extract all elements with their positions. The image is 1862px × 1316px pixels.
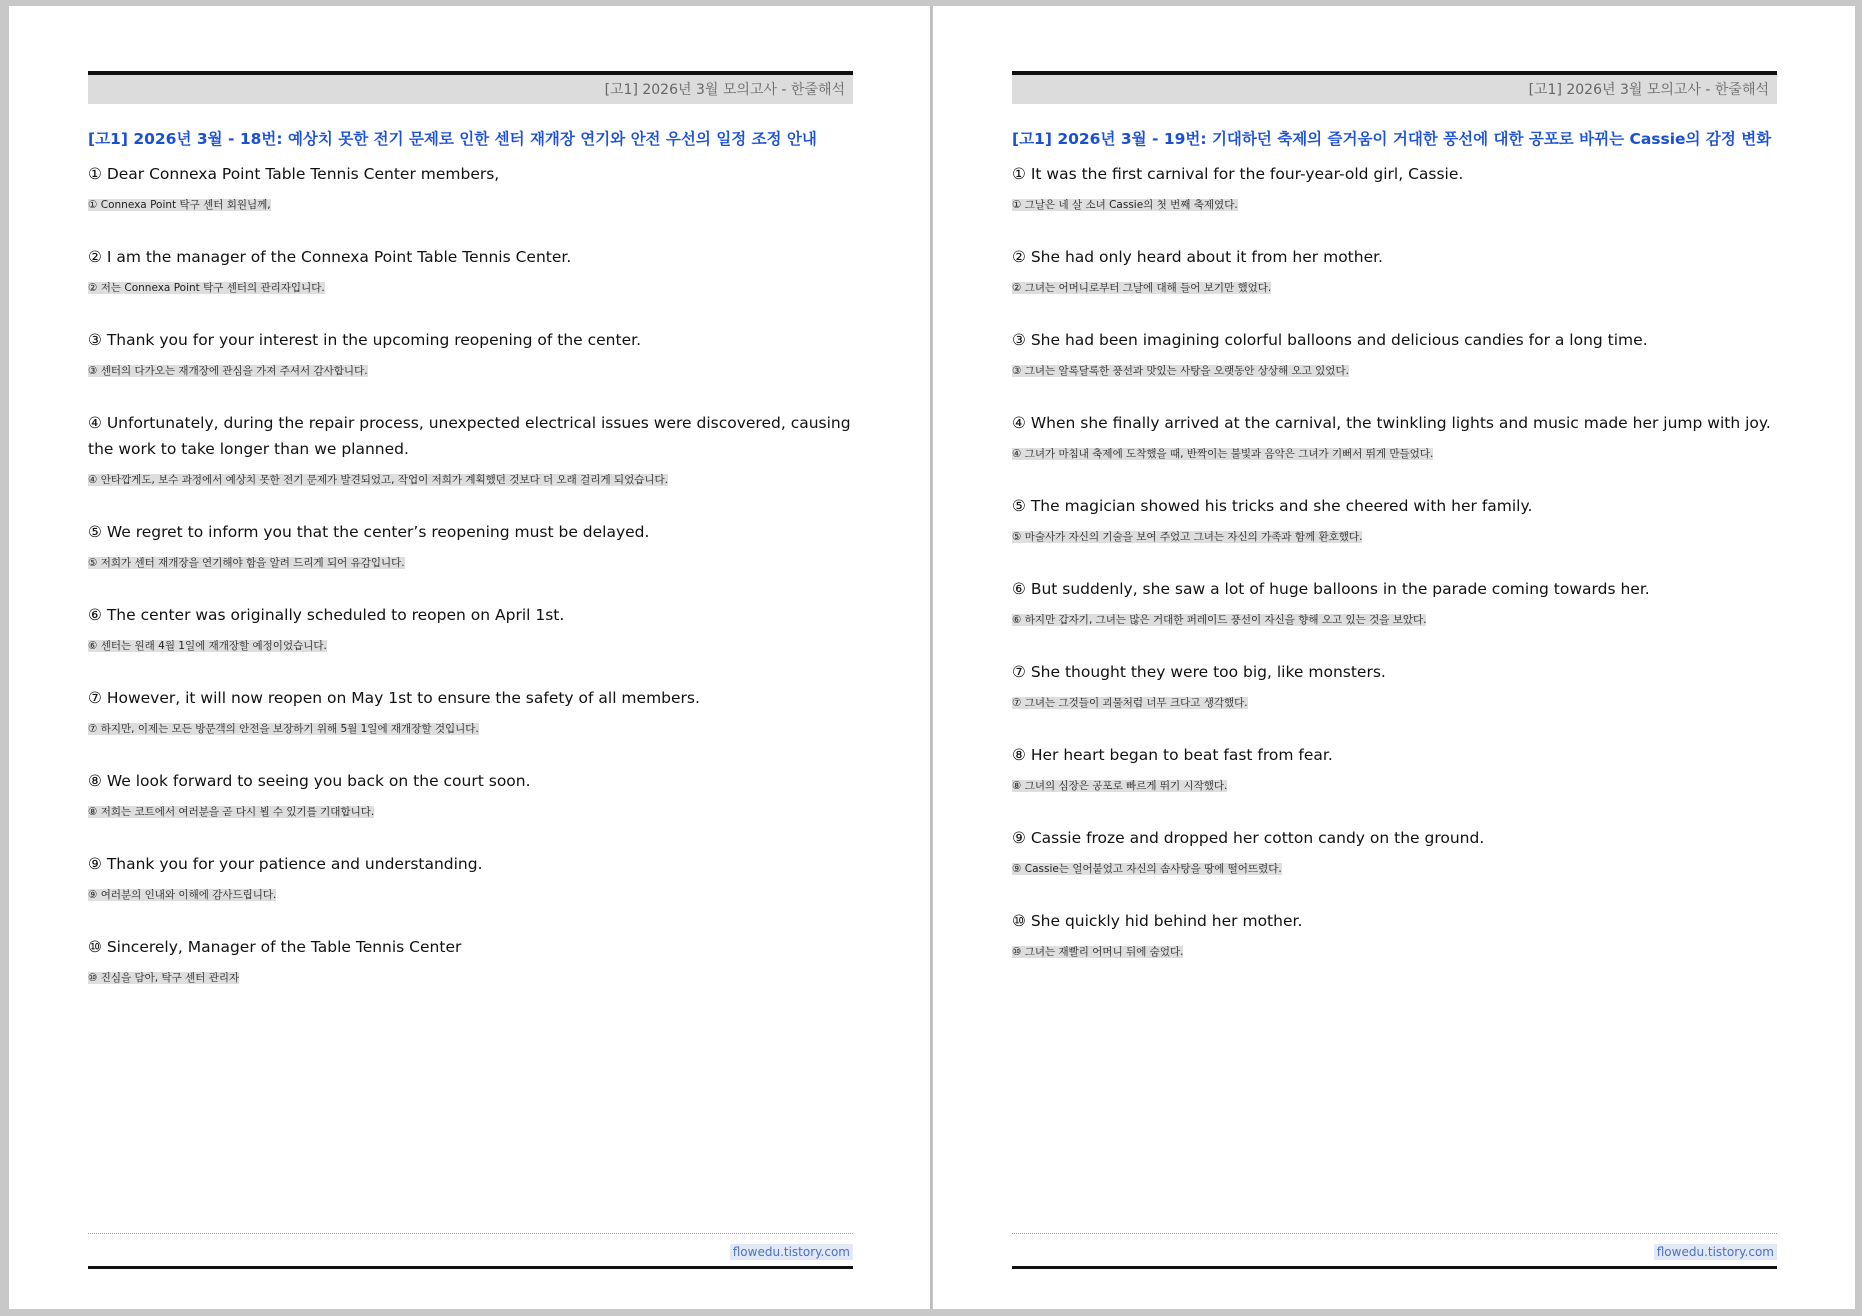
english-sentence: ⑩ Sincerely, Manager of the Table Tennis Center — [88, 938, 462, 956]
footer-link[interactable]: flowedu.tistory.com — [730, 1244, 853, 1260]
sentence-item — [1012, 161, 1777, 213]
sentence-item — [88, 161, 853, 213]
korean-translation: ② 저는 Connexa Point 탁구 센터의 관리자입니다. — [88, 282, 325, 294]
sentence-item — [88, 851, 853, 903]
korean-translation: ⑤ 마술사가 자신의 기술을 보여 주었고 그녀는 자신의 가족과 함께 환호했다. — [1012, 531, 1363, 543]
english-sentence: ④ When she finally arrived at the carnival, the twinkling lights and music made her jump with joy. — [1012, 414, 1771, 432]
sentence-item — [1012, 742, 1777, 794]
korean-translation: ⑥ 센터는 원래 4월 1일에 재개장할 예정이었습니다. — [88, 640, 327, 652]
footer-divider — [1012, 1233, 1777, 1234]
english-sentence: ⑩ She quickly hid behind her mother. — [1012, 912, 1303, 930]
korean-translation: ⑤ 저희가 센터 재개장을 연기해야 함을 알려 드리게 되어 유감입니다. — [88, 557, 405, 569]
korean-translation: ⑦ 그녀는 그것들이 괴물처럼 너무 크다고 생각했다. — [1012, 697, 1248, 709]
english-sentence: ⑤ We regret to inform you that the center’s reopening must be delayed. — [88, 523, 650, 541]
english-sentence: ③ She had been imagining colorful balloons and delicious candies for a long time. — [1012, 331, 1648, 349]
page-header — [1012, 71, 1777, 104]
sentence-list — [88, 161, 853, 1017]
english-sentence: ⑥ The center was originally scheduled to reopen on April 1st. — [88, 606, 565, 624]
korean-translation: ② 그녀는 어머니로부터 그날에 대해 들어 보기만 했었다. — [1012, 282, 1272, 294]
sentence-item — [88, 244, 853, 296]
english-sentence: ⑤ The magician showed his tricks and she cheered with her family. — [1012, 497, 1533, 515]
footer-divider — [88, 1233, 853, 1234]
korean-translation: ① 그날은 네 살 소녀 Cassie의 첫 번째 축제였다. — [1012, 199, 1238, 211]
korean-translation: ⑥ 하지만 갑자기, 그녀는 많은 거대한 퍼레이드 풍선이 자신을 향해 오고 있는 것을 보았다. — [1012, 614, 1427, 626]
sentence-item — [1012, 659, 1777, 711]
sentence-item — [88, 768, 853, 820]
sentence-item — [1012, 493, 1777, 545]
footer-link[interactable]: flowedu.tistory.com — [1654, 1244, 1777, 1260]
sentence-list — [1012, 161, 1777, 991]
sentence-item — [1012, 908, 1777, 960]
left-page — [9, 6, 931, 1309]
sentence-item — [1012, 244, 1777, 296]
sentence-item — [88, 934, 853, 986]
page-header — [88, 71, 853, 104]
korean-translation: ③ 그녀는 알록달록한 풍선과 맛있는 사탕을 오랫동안 상상해 오고 있었다. — [1012, 365, 1349, 377]
english-sentence: ⑧ We look forward to seeing you back on the court soon. — [88, 772, 531, 790]
korean-translation: ⑧ 그녀의 심장은 공포로 빠르게 뛰기 시작했다. — [1012, 780, 1228, 792]
korean-translation: ⑧ 저희는 코트에서 여러분을 곧 다시 뵐 수 있기를 기대합니다. — [88, 806, 375, 818]
page-title: [고1] 2026년 3월 - 18번: 예상치 못한 전기 문제로 인한 센터 재개장 연기와 안전 우선의 일정 조정 안내 — [88, 130, 817, 148]
english-sentence: ⑨ Thank you for your patience and understanding. — [88, 855, 483, 873]
english-sentence: ① Dear Connexa Point Table Tennis Center members, — [88, 165, 500, 183]
english-sentence: ⑧ Her heart began to beat fast from fear. — [1012, 746, 1333, 764]
sentence-item — [88, 602, 853, 654]
footer-rule — [88, 1266, 853, 1269]
english-sentence: ⑥ But suddenly, she saw a lot of huge balloons in the parade coming towards her. — [1012, 580, 1650, 598]
sentence-item — [88, 327, 853, 379]
korean-translation: ⑨ 여러분의 인내와 이해에 감사드립니다. — [88, 889, 277, 901]
english-sentence: ④ Unfortunately, during the repair process, unexpected electrical issues were discovered, causing the work to take longer than we planned. — [88, 414, 851, 458]
korean-translation: ⑨ Cassie는 얼어붙었고 자신의 솜사탕을 땅에 떨어뜨렸다. — [1012, 863, 1282, 875]
header-text: [고1] 2026년 3월 모의고사 - 한줄해석 — [1528, 82, 1769, 98]
english-sentence: ⑦ She thought they were too big, like monsters. — [1012, 663, 1386, 681]
korean-translation: ⑩ 그녀는 재빨리 어머니 뒤에 숨었다. — [1012, 946, 1184, 958]
english-sentence: ⑨ Cassie froze and dropped her cotton candy on the ground. — [1012, 829, 1485, 847]
footer-rule — [1012, 1266, 1777, 1269]
korean-translation: ⑦ 하지만, 이제는 모든 방문객의 안전을 보장하기 위해 5월 1일에 재개장할 것입니다. — [88, 723, 479, 735]
header-text: [고1] 2026년 3월 모의고사 - 한줄해석 — [604, 82, 845, 98]
sentence-item — [1012, 327, 1777, 379]
sentence-item — [1012, 410, 1777, 462]
right-page — [933, 6, 1855, 1309]
english-sentence: ③ Thank you for your interest in the upcoming reopening of the center. — [88, 331, 641, 349]
korean-translation: ⑩ 진심을 담아, 탁구 센터 관리자 — [88, 972, 240, 984]
sentence-item — [88, 685, 853, 737]
sentence-item — [88, 519, 853, 571]
sentence-item — [1012, 825, 1777, 877]
english-sentence: ② She had only heard about it from her mother. — [1012, 248, 1383, 266]
english-sentence: ② I am the manager of the Connexa Point Table Tennis Center. — [88, 248, 572, 266]
page-spine — [930, 6, 932, 1309]
page-title: [고1] 2026년 3월 - 19번: 기대하던 축제의 즐거움이 거대한 풍선에 대한 공포로 바뀌는 Cassie의 감정 변화 — [1012, 130, 1772, 148]
english-sentence: ⑦ However, it will now reopen on May 1st to ensure the safety of all members. — [88, 689, 700, 707]
korean-translation: ③ 센터의 다가오는 재개장에 관심을 가져 주셔서 감사합니다. — [88, 365, 368, 377]
korean-translation: ④ 안타깝게도, 보수 과정에서 예상치 못한 전기 문제가 발견되었고, 작업이 저희가 계획했던 것보다 더 오래 걸리게 되었습니다. — [88, 474, 668, 486]
sentence-item — [88, 410, 853, 488]
english-sentence: ① It was the first carnival for the four-year-old girl, Cassie. — [1012, 165, 1464, 183]
sentence-item — [1012, 576, 1777, 628]
korean-translation: ① Connexa Point 탁구 센터 회원님께, — [88, 199, 271, 211]
korean-translation: ④ 그녀가 마침내 축제에 도착했을 때, 반짝이는 불빛과 음악은 그녀가 기뻐서 뛰게 만들었다. — [1012, 448, 1434, 460]
